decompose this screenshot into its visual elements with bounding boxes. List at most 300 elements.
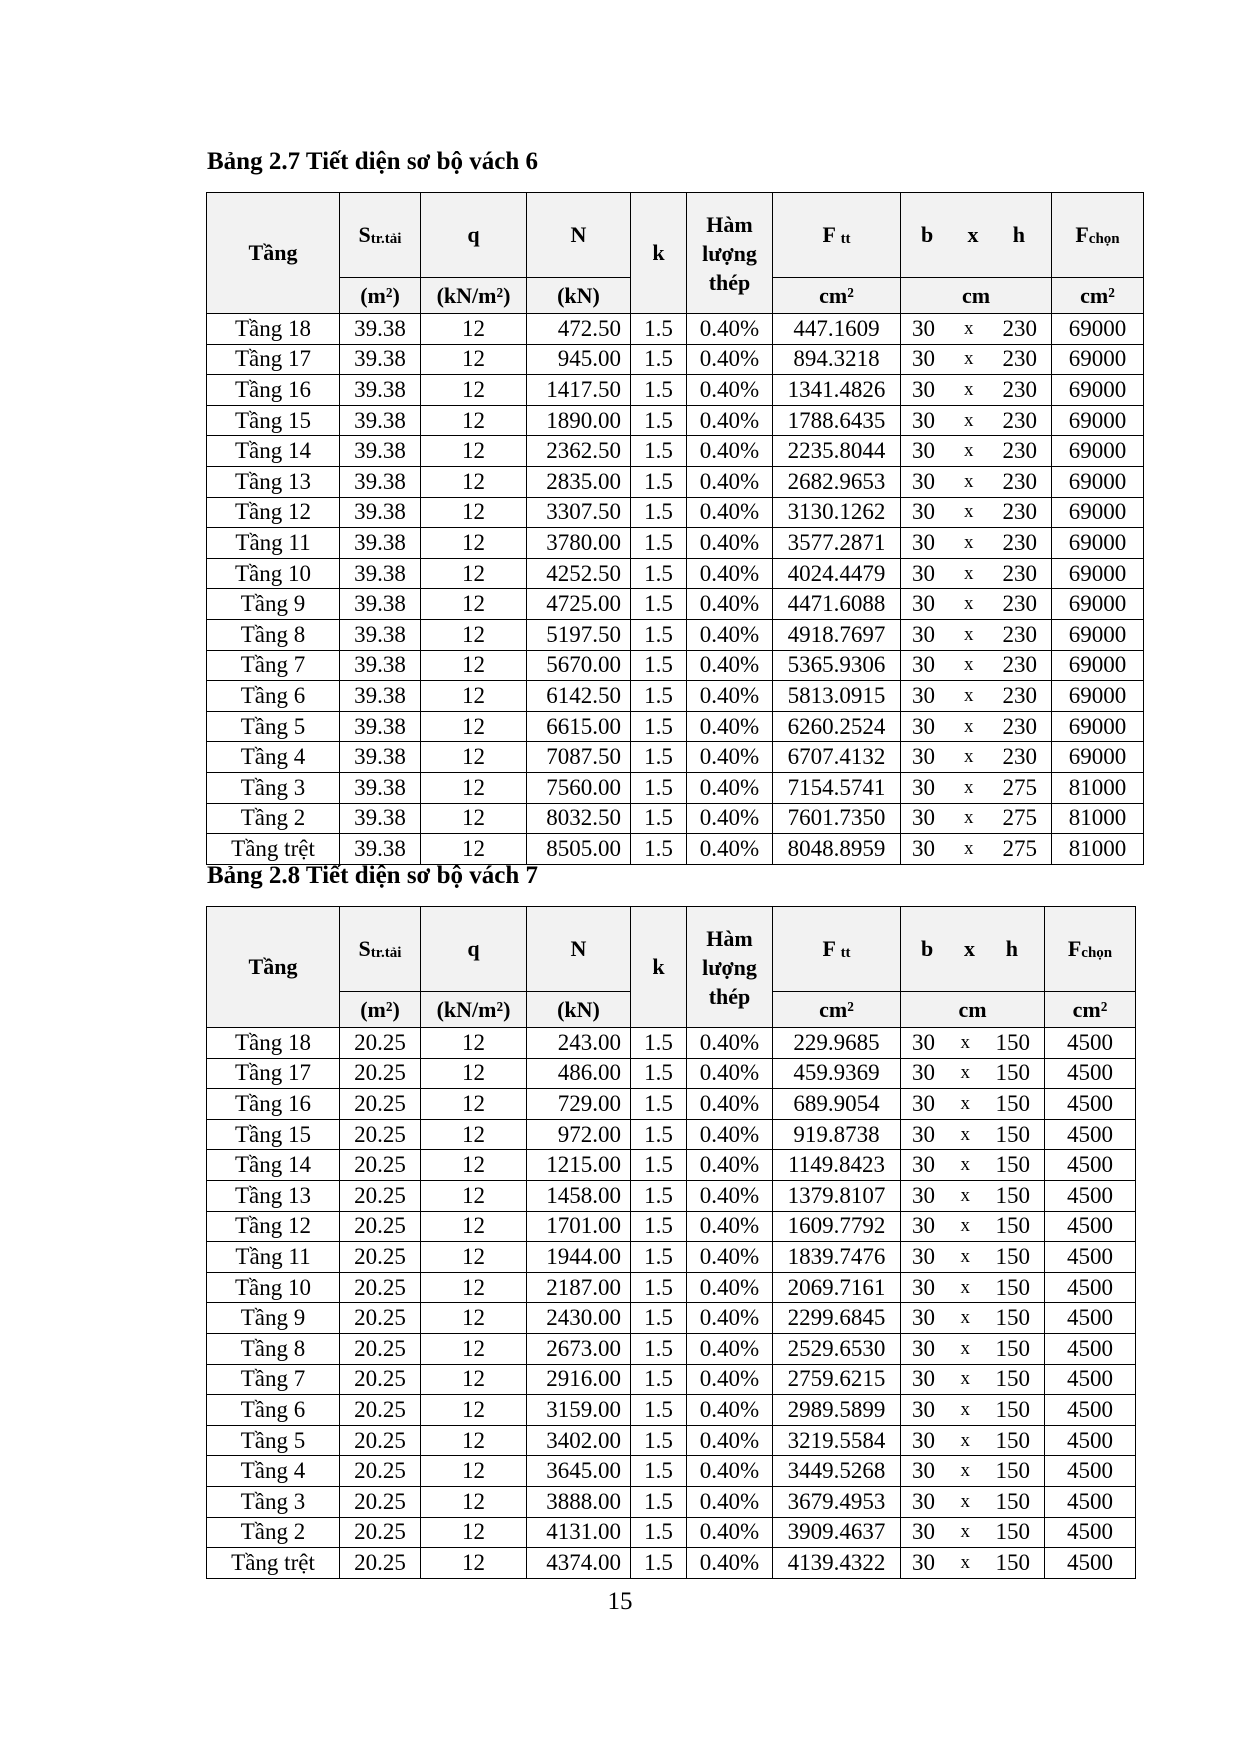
cell-fchon: 4500 bbox=[1045, 1333, 1136, 1364]
cell-tang: Tầng 11 bbox=[207, 1242, 340, 1273]
header-n: N bbox=[527, 193, 631, 278]
cell-x: x bbox=[960, 1184, 970, 1206]
cell-ham-luong: 0.40% bbox=[687, 1333, 773, 1364]
cell-x: x bbox=[960, 1460, 970, 1482]
cell-tang: Tầng 10 bbox=[207, 558, 340, 589]
cell-x: x bbox=[964, 562, 974, 584]
cell-fchon: 4500 bbox=[1045, 1364, 1136, 1395]
cell-x: x bbox=[960, 1307, 970, 1329]
cell-q: 12 bbox=[421, 1517, 527, 1548]
cell-fchon: 4500 bbox=[1045, 1395, 1136, 1426]
cell-tang: Tầng 15 bbox=[207, 1119, 340, 1150]
cell-tang: Tầng 14 bbox=[207, 1150, 340, 1181]
cell-fchon: 4500 bbox=[1045, 1211, 1136, 1242]
cell-h: 230 bbox=[1002, 621, 1037, 647]
cell-bxh bbox=[901, 1242, 1045, 1273]
cell-b: 30 bbox=[912, 1213, 935, 1239]
table-row bbox=[207, 1180, 1136, 1211]
cell-ham-luong: 0.40% bbox=[687, 344, 773, 375]
cell-q: 12 bbox=[421, 589, 527, 620]
cell-n: 3159.00 bbox=[527, 1395, 631, 1426]
cell-s: 20.25 bbox=[340, 1028, 421, 1059]
cell-b: 30 bbox=[912, 591, 935, 617]
cell-k: 1.5 bbox=[631, 834, 687, 865]
cell-s: 39.38 bbox=[340, 375, 421, 406]
cell-bxh bbox=[901, 650, 1052, 681]
cell-b: 30 bbox=[912, 1458, 935, 1484]
cell-bxh bbox=[901, 1395, 1045, 1426]
cell-k: 1.5 bbox=[631, 1456, 687, 1487]
cell-q: 12 bbox=[421, 497, 527, 528]
cell-ham-luong: 0.40% bbox=[687, 1089, 773, 1120]
cell-n: 472.50 bbox=[527, 314, 631, 345]
cell-ham-luong: 0.40% bbox=[687, 1425, 773, 1456]
cell-h: 230 bbox=[1002, 744, 1037, 770]
cell-n: 4131.00 bbox=[527, 1517, 631, 1548]
cell-h: 230 bbox=[1002, 315, 1037, 341]
cell-b: 30 bbox=[912, 1396, 935, 1422]
table1-caption: Bảng 2.7 Tiết diện sơ bộ vách 6 bbox=[207, 148, 539, 175]
table1 bbox=[206, 192, 1144, 865]
cell-ftt: 4918.7697 bbox=[773, 619, 901, 650]
table-row bbox=[207, 528, 1144, 559]
table-row bbox=[207, 803, 1144, 834]
cell-k: 1.5 bbox=[631, 1548, 687, 1579]
cell-tang: Tầng 7 bbox=[207, 650, 340, 681]
cell-ftt: 5813.0915 bbox=[773, 681, 901, 712]
cell-ftt: 3130.1262 bbox=[773, 497, 901, 528]
table-row bbox=[207, 1395, 1136, 1426]
cell-s: 20.25 bbox=[340, 1242, 421, 1273]
cell-q: 12 bbox=[421, 1364, 527, 1395]
table-row bbox=[207, 1119, 1136, 1150]
cell-x: x bbox=[964, 470, 974, 492]
cell-ftt: 4471.6088 bbox=[773, 589, 901, 620]
cell-s: 20.25 bbox=[340, 1272, 421, 1303]
cell-h: 150 bbox=[995, 1305, 1030, 1331]
cell-tang: Tầng 11 bbox=[207, 528, 340, 559]
cell-k: 1.5 bbox=[631, 314, 687, 345]
table1-body bbox=[207, 314, 1144, 865]
cell-n: 1417.50 bbox=[527, 375, 631, 406]
cell-n: 1458.00 bbox=[527, 1180, 631, 1211]
cell-ham-luong: 0.40% bbox=[687, 314, 773, 345]
cell-h: 230 bbox=[1002, 560, 1037, 586]
header-fchon: $F_{chọn}$ bbox=[1052, 193, 1144, 278]
cell-s: 20.25 bbox=[340, 1211, 421, 1242]
cell-x: x bbox=[964, 684, 974, 706]
cell-b: 30 bbox=[912, 1243, 935, 1269]
cell-ham-luong: 0.40% bbox=[687, 1242, 773, 1273]
cell-x: x bbox=[964, 317, 974, 339]
cell-b: 30 bbox=[912, 499, 935, 525]
cell-q: 12 bbox=[421, 772, 527, 803]
cell-h: 275 bbox=[1002, 805, 1037, 831]
table-row bbox=[207, 742, 1144, 773]
cell-h: 230 bbox=[1002, 652, 1037, 678]
cell-h: 230 bbox=[1002, 376, 1037, 402]
cell-n: 1944.00 bbox=[527, 1242, 631, 1273]
cell-ftt: 1341.4826 bbox=[773, 375, 901, 406]
cell-n: 8505.00 bbox=[527, 834, 631, 865]
cell-tang: Tầng 16 bbox=[207, 375, 340, 406]
cell-h: 150 bbox=[995, 1488, 1030, 1514]
cell-s: 20.25 bbox=[340, 1303, 421, 1334]
cell-k: 1.5 bbox=[631, 681, 687, 712]
cell-h: 230 bbox=[1002, 499, 1037, 525]
cell-k: 1.5 bbox=[631, 1517, 687, 1548]
cell-bxh bbox=[901, 375, 1052, 406]
cell-fchon: 4500 bbox=[1045, 1486, 1136, 1517]
cell-tang: Tầng 13 bbox=[207, 466, 340, 497]
cell-k: 1.5 bbox=[631, 1303, 687, 1334]
cell-b: 30 bbox=[912, 1121, 935, 1147]
cell-fchon: 69000 bbox=[1052, 405, 1144, 436]
cell-fchon: 69000 bbox=[1052, 497, 1144, 528]
table-row bbox=[207, 1242, 1136, 1273]
cell-h: 275 bbox=[1002, 835, 1037, 861]
unit-q: (kN/m²) bbox=[421, 278, 527, 314]
cell-q: 12 bbox=[421, 1119, 527, 1150]
cell-s: 39.38 bbox=[340, 405, 421, 436]
cell-ham-luong: 0.40% bbox=[687, 375, 773, 406]
cell-n: 2916.00 bbox=[527, 1364, 631, 1395]
cell-x: x bbox=[960, 1123, 970, 1145]
cell-q: 12 bbox=[421, 528, 527, 559]
table-row bbox=[207, 1456, 1136, 1487]
unit-n: (kN) bbox=[527, 278, 631, 314]
cell-ftt: 8048.8959 bbox=[773, 834, 901, 865]
cell-bxh bbox=[901, 1058, 1045, 1089]
cell-n: 7087.50 bbox=[527, 742, 631, 773]
header-k: k bbox=[631, 193, 687, 314]
cell-h: 230 bbox=[1002, 468, 1037, 494]
table-row bbox=[207, 344, 1144, 375]
cell-fchon: 81000 bbox=[1052, 834, 1144, 865]
table-row bbox=[207, 436, 1144, 467]
cell-n: 6615.00 bbox=[527, 711, 631, 742]
cell-ftt: 3577.2871 bbox=[773, 528, 901, 559]
cell-q: 12 bbox=[421, 681, 527, 712]
cell-s: 39.38 bbox=[340, 314, 421, 345]
cell-q: 12 bbox=[421, 405, 527, 436]
table2-caption: Bảng 2.8 Tiết diện sơ bộ vách 7 bbox=[207, 862, 539, 889]
table2 bbox=[206, 906, 1136, 1579]
cell-s: 20.25 bbox=[340, 1486, 421, 1517]
cell-b: 30 bbox=[912, 438, 935, 464]
header-s: $S_{tr.tải}$ bbox=[340, 193, 421, 278]
cell-b: 30 bbox=[912, 774, 935, 800]
cell-fchon: 69000 bbox=[1052, 344, 1144, 375]
cell-h: 230 bbox=[1002, 591, 1037, 617]
cell-n: 8032.50 bbox=[527, 803, 631, 834]
cell-k: 1.5 bbox=[631, 528, 687, 559]
cell-tang: Tầng 10 bbox=[207, 1272, 340, 1303]
cell-fchon: 4500 bbox=[1045, 1180, 1136, 1211]
unit-s: (m²) bbox=[340, 992, 421, 1028]
cell-bxh bbox=[901, 1303, 1045, 1334]
cell-q: 12 bbox=[421, 742, 527, 773]
cell-fchon: 69000 bbox=[1052, 650, 1144, 681]
cell-q: 12 bbox=[421, 466, 527, 497]
cell-k: 1.5 bbox=[631, 803, 687, 834]
cell-x: x bbox=[964, 623, 974, 645]
cell-s: 20.25 bbox=[340, 1425, 421, 1456]
cell-bxh bbox=[901, 1517, 1045, 1548]
cell-bxh bbox=[901, 772, 1052, 803]
cell-bxh bbox=[901, 681, 1052, 712]
cell-ham-luong: 0.40% bbox=[687, 681, 773, 712]
unit-ftt: cm² bbox=[773, 992, 901, 1028]
cell-bxh bbox=[901, 1119, 1045, 1150]
cell-h: 150 bbox=[995, 1458, 1030, 1484]
table-row bbox=[207, 711, 1144, 742]
cell-x: x bbox=[964, 531, 974, 553]
cell-k: 1.5 bbox=[631, 650, 687, 681]
cell-n: 3645.00 bbox=[527, 1456, 631, 1487]
cell-ftt: 447.1609 bbox=[773, 314, 901, 345]
cell-q: 12 bbox=[421, 1058, 527, 1089]
cell-ftt: 229.9685 bbox=[773, 1028, 901, 1059]
cell-x: x bbox=[964, 409, 974, 431]
cell-h: 150 bbox=[995, 1090, 1030, 1116]
cell-ftt: 2235.8044 bbox=[773, 436, 901, 467]
cell-ftt: 6707.4132 bbox=[773, 742, 901, 773]
cell-x: x bbox=[964, 746, 974, 768]
cell-s: 20.25 bbox=[340, 1548, 421, 1579]
cell-x: x bbox=[960, 1490, 970, 1512]
cell-ham-luong: 0.40% bbox=[687, 1119, 773, 1150]
header-q: q bbox=[421, 193, 527, 278]
unit-s: (m²) bbox=[340, 278, 421, 314]
cell-bxh bbox=[901, 1548, 1045, 1579]
cell-bxh bbox=[901, 528, 1052, 559]
cell-fchon: 4500 bbox=[1045, 1242, 1136, 1273]
cell-n: 3402.00 bbox=[527, 1425, 631, 1456]
cell-ftt: 3679.4953 bbox=[773, 1486, 901, 1517]
cell-b: 30 bbox=[912, 468, 935, 494]
cell-fchon: 4500 bbox=[1045, 1089, 1136, 1120]
cell-ftt: 1149.8423 bbox=[773, 1150, 901, 1181]
cell-ham-luong: 0.40% bbox=[687, 772, 773, 803]
cell-bxh bbox=[901, 803, 1052, 834]
cell-x: x bbox=[960, 1245, 970, 1267]
cell-fchon: 4500 bbox=[1045, 1272, 1136, 1303]
cell-tang: Tầng 4 bbox=[207, 742, 340, 773]
table-row bbox=[207, 619, 1144, 650]
cell-fchon: 69000 bbox=[1052, 742, 1144, 773]
cell-b: 30 bbox=[912, 1519, 935, 1545]
table-row bbox=[207, 1089, 1136, 1120]
header-fchon: $F_{chọn}$ bbox=[1045, 907, 1136, 992]
cell-ftt: 6260.2524 bbox=[773, 711, 901, 742]
cell-q: 12 bbox=[421, 1089, 527, 1120]
cell-x: x bbox=[960, 1276, 970, 1298]
cell-tang: Tầng 9 bbox=[207, 589, 340, 620]
cell-ham-luong: 0.40% bbox=[687, 711, 773, 742]
cell-x: x bbox=[960, 1429, 970, 1451]
cell-s: 39.38 bbox=[340, 589, 421, 620]
cell-b: 30 bbox=[912, 713, 935, 739]
cell-h: 150 bbox=[995, 1029, 1030, 1055]
cell-ftt: 3449.5268 bbox=[773, 1456, 901, 1487]
cell-fchon: 69000 bbox=[1052, 375, 1144, 406]
cell-n: 243.00 bbox=[527, 1028, 631, 1059]
cell-ftt: 7601.7350 bbox=[773, 803, 901, 834]
cell-q: 12 bbox=[421, 375, 527, 406]
cell-bxh bbox=[901, 466, 1052, 497]
cell-k: 1.5 bbox=[631, 405, 687, 436]
cell-ham-luong: 0.40% bbox=[687, 1548, 773, 1579]
cell-s: 39.38 bbox=[340, 834, 421, 865]
cell-h: 150 bbox=[995, 1182, 1030, 1208]
cell-tang: Tầng 15 bbox=[207, 405, 340, 436]
cell-q: 12 bbox=[421, 1150, 527, 1181]
cell-x: x bbox=[960, 1062, 970, 1084]
cell-ftt: 7154.5741 bbox=[773, 772, 901, 803]
unit-fchon: cm² bbox=[1045, 992, 1136, 1028]
table-row bbox=[207, 1425, 1136, 1456]
cell-b: 30 bbox=[912, 529, 935, 555]
unit-q: (kN/m²) bbox=[421, 992, 527, 1028]
cell-h: 150 bbox=[995, 1121, 1030, 1147]
cell-tang: Tầng 17 bbox=[207, 1058, 340, 1089]
cell-tang: Tầng 3 bbox=[207, 1486, 340, 1517]
unit-fchon: cm² bbox=[1052, 278, 1144, 314]
cell-b: 30 bbox=[912, 1549, 935, 1575]
cell-ham-luong: 0.40% bbox=[687, 1028, 773, 1059]
cell-s: 39.38 bbox=[340, 711, 421, 742]
cell-k: 1.5 bbox=[631, 344, 687, 375]
cell-fchon: 69000 bbox=[1052, 466, 1144, 497]
cell-s: 39.38 bbox=[340, 650, 421, 681]
cell-n: 2187.00 bbox=[527, 1272, 631, 1303]
cell-s: 39.38 bbox=[340, 619, 421, 650]
cell-ftt: 919.8738 bbox=[773, 1119, 901, 1150]
cell-ftt: 689.9054 bbox=[773, 1089, 901, 1120]
cell-k: 1.5 bbox=[631, 497, 687, 528]
cell-ftt: 1839.7476 bbox=[773, 1242, 901, 1273]
cell-bxh bbox=[901, 589, 1052, 620]
cell-fchon: 69000 bbox=[1052, 619, 1144, 650]
cell-q: 12 bbox=[421, 1180, 527, 1211]
cell-fchon: 81000 bbox=[1052, 803, 1144, 834]
cell-ftt: 2069.7161 bbox=[773, 1272, 901, 1303]
cell-bxh bbox=[901, 1089, 1045, 1120]
cell-fchon: 4500 bbox=[1045, 1548, 1136, 1579]
cell-tang: Tầng 8 bbox=[207, 1333, 340, 1364]
cell-x: x bbox=[960, 1092, 970, 1114]
cell-h: 150 bbox=[995, 1396, 1030, 1422]
cell-tang: Tầng 18 bbox=[207, 1028, 340, 1059]
cell-tang: Tầng 3 bbox=[207, 772, 340, 803]
cell-b: 30 bbox=[912, 1090, 935, 1116]
cell-q: 12 bbox=[421, 1242, 527, 1273]
header-ham-luong: Hàm lượng thép bbox=[687, 193, 773, 314]
cell-q: 12 bbox=[421, 1028, 527, 1059]
cell-q: 12 bbox=[421, 834, 527, 865]
cell-fchon: 4500 bbox=[1045, 1456, 1136, 1487]
cell-n: 1215.00 bbox=[527, 1150, 631, 1181]
cell-ham-luong: 0.40% bbox=[687, 466, 773, 497]
table-row bbox=[207, 1517, 1136, 1548]
cell-q: 12 bbox=[421, 344, 527, 375]
table-row bbox=[207, 1211, 1136, 1242]
cell-n: 729.00 bbox=[527, 1089, 631, 1120]
cell-n: 5670.00 bbox=[527, 650, 631, 681]
cell-ham-luong: 0.40% bbox=[687, 803, 773, 834]
cell-ham-luong: 0.40% bbox=[687, 1211, 773, 1242]
cell-bxh bbox=[901, 619, 1052, 650]
cell-ftt: 2989.5899 bbox=[773, 1395, 901, 1426]
cell-bxh bbox=[901, 742, 1052, 773]
cell-b: 30 bbox=[912, 1488, 935, 1514]
cell-ftt: 2299.6845 bbox=[773, 1303, 901, 1334]
cell-ham-luong: 0.40% bbox=[687, 619, 773, 650]
cell-b: 30 bbox=[912, 407, 935, 433]
cell-h: 150 bbox=[995, 1243, 1030, 1269]
cell-s: 39.38 bbox=[340, 436, 421, 467]
cell-ham-luong: 0.40% bbox=[687, 1303, 773, 1334]
cell-bxh bbox=[901, 314, 1052, 345]
cell-fchon: 69000 bbox=[1052, 558, 1144, 589]
header-bxh: b x h bbox=[901, 193, 1052, 278]
cell-s: 20.25 bbox=[340, 1517, 421, 1548]
cell-q: 12 bbox=[421, 1425, 527, 1456]
cell-bxh bbox=[901, 558, 1052, 589]
cell-ftt: 4024.4479 bbox=[773, 558, 901, 589]
cell-tang: Tầng trệt bbox=[207, 834, 340, 865]
cell-k: 1.5 bbox=[631, 1425, 687, 1456]
cell-k: 1.5 bbox=[631, 711, 687, 742]
cell-bxh bbox=[901, 436, 1052, 467]
cell-h: 230 bbox=[1002, 438, 1037, 464]
cell-bxh bbox=[901, 1272, 1045, 1303]
cell-q: 12 bbox=[421, 314, 527, 345]
cell-q: 12 bbox=[421, 436, 527, 467]
table-row bbox=[207, 1333, 1136, 1364]
cell-x: x bbox=[960, 1337, 970, 1359]
cell-h: 230 bbox=[1002, 529, 1037, 555]
cell-k: 1.5 bbox=[631, 1211, 687, 1242]
cell-k: 1.5 bbox=[631, 466, 687, 497]
cell-q: 12 bbox=[421, 1548, 527, 1579]
cell-fchon: 69000 bbox=[1052, 528, 1144, 559]
cell-ham-luong: 0.40% bbox=[687, 1150, 773, 1181]
cell-n: 2835.00 bbox=[527, 466, 631, 497]
cell-ham-luong: 0.40% bbox=[687, 436, 773, 467]
cell-h: 230 bbox=[1002, 407, 1037, 433]
cell-b: 30 bbox=[912, 621, 935, 647]
cell-k: 1.5 bbox=[631, 1272, 687, 1303]
cell-fchon: 4500 bbox=[1045, 1119, 1136, 1150]
cell-ham-luong: 0.40% bbox=[687, 1364, 773, 1395]
cell-h: 275 bbox=[1002, 774, 1037, 800]
cell-q: 12 bbox=[421, 1333, 527, 1364]
cell-ham-luong: 0.40% bbox=[687, 589, 773, 620]
cell-ftt: 2682.9653 bbox=[773, 466, 901, 497]
cell-q: 12 bbox=[421, 711, 527, 742]
cell-q: 12 bbox=[421, 1211, 527, 1242]
header-q: q bbox=[421, 907, 527, 992]
cell-ham-luong: 0.40% bbox=[687, 1058, 773, 1089]
cell-tang: Tầng 8 bbox=[207, 619, 340, 650]
header-ftt: F $_{tt}$ bbox=[773, 193, 901, 278]
cell-b: 30 bbox=[912, 1305, 935, 1331]
unit-n: (kN) bbox=[527, 992, 631, 1028]
cell-s: 20.25 bbox=[340, 1456, 421, 1487]
table-row bbox=[207, 834, 1144, 865]
